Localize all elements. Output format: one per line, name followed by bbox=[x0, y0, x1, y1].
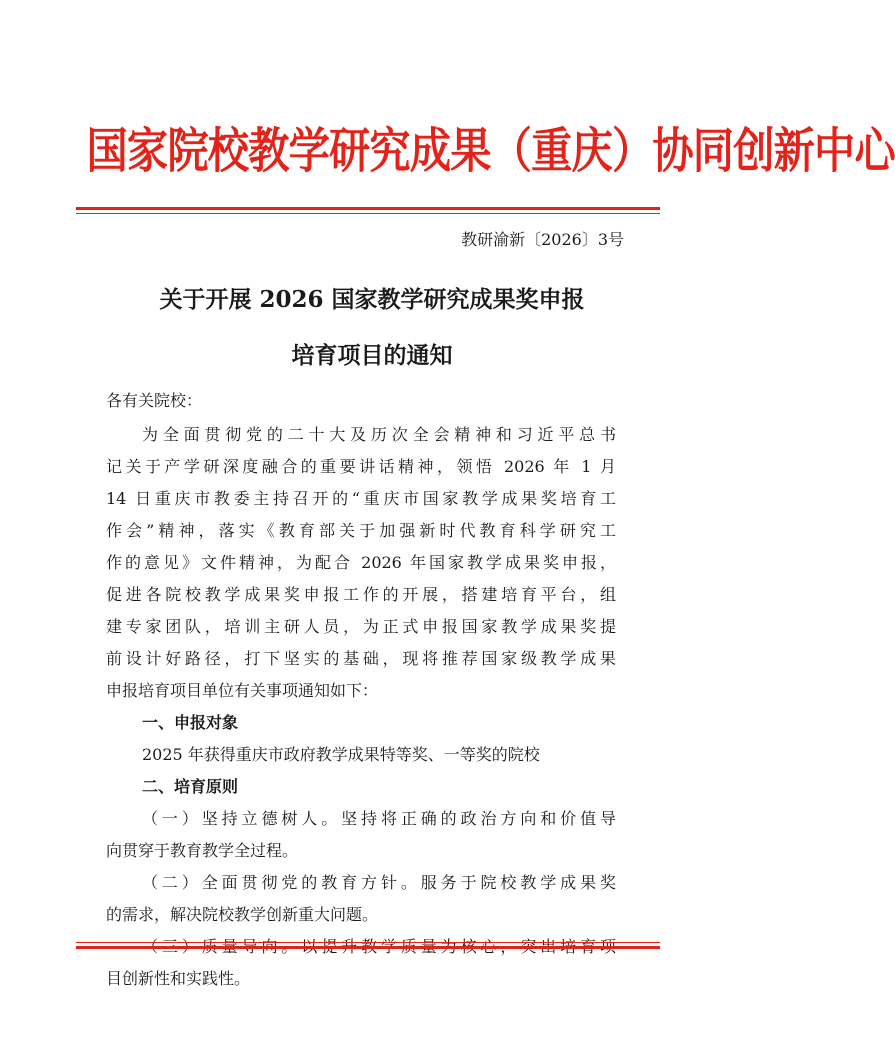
footer-rule-thick bbox=[76, 946, 660, 949]
paragraph-line: 记关于产学研深度融合的重要讲话精神，领悟 2026 年 1 月 bbox=[106, 457, 616, 476]
paragraph-line: 为全面贯彻党的二十大及历次全会精神和习近平总书 bbox=[142, 425, 616, 444]
paragraph-line: 申报培育项目单位有关事项通知如下： bbox=[106, 681, 379, 700]
paragraph-line: 2025 年获得重庆市政府教学成果特等奖、一等奖的院校 bbox=[142, 745, 540, 764]
paragraph-line: （一）坚持立德树人。坚持将正确的政治方向和价值导 bbox=[142, 809, 616, 828]
paragraph-line: 的需求，解决院校教学创新重大问题。 bbox=[106, 905, 379, 924]
paragraph-line: 作的意见》文件精神，为配合 2026 年国家教学成果奖申报， bbox=[106, 553, 616, 572]
paragraph-line: 14 日重庆市教委主持召开的“重庆市国家教学成果奖培育工 bbox=[106, 489, 616, 508]
salutation: 各有关院校： bbox=[106, 391, 203, 410]
header-rule-thick bbox=[76, 207, 660, 210]
section-heading: 一、申报对象 bbox=[142, 713, 239, 732]
paragraph-line: （二）全面贯彻党的教育方针。服务于院校教学成果奖 bbox=[142, 873, 616, 892]
letterhead-title: 国家院校教学研究成果（重庆）协同创新中心 bbox=[86, 123, 895, 179]
document-number: 教研渝新〔2026〕3号 bbox=[461, 230, 624, 249]
notice-title-line-2: 培育项目的通知 bbox=[291, 342, 453, 369]
footer-rule-thin bbox=[76, 942, 660, 943]
section-heading: 二、培育原则 bbox=[142, 777, 239, 796]
paragraph-line: 目创新性和实践性。 bbox=[106, 969, 251, 988]
notice-title-line-1: 关于开展 2026 国家教学研究成果奖申报 bbox=[159, 286, 585, 313]
paragraph-line: 促进各院校教学成果奖申报工作的开展，搭建培育平台，组 bbox=[106, 585, 616, 604]
paragraph-line: 向贯穿于教育教学全过程。 bbox=[106, 841, 299, 860]
paragraph-line: 建专家团队，培训主研人员，为正式申报国家教学成果奖提 bbox=[106, 617, 616, 636]
paragraph-line: 作会”精神，落实《教育部关于加强新时代教育科学研究工 bbox=[106, 521, 616, 540]
paragraph-line: 前设计好路径，打下坚实的基础，现将推荐国家级教学成果 bbox=[106, 649, 616, 668]
header-rule-thin bbox=[76, 213, 660, 214]
